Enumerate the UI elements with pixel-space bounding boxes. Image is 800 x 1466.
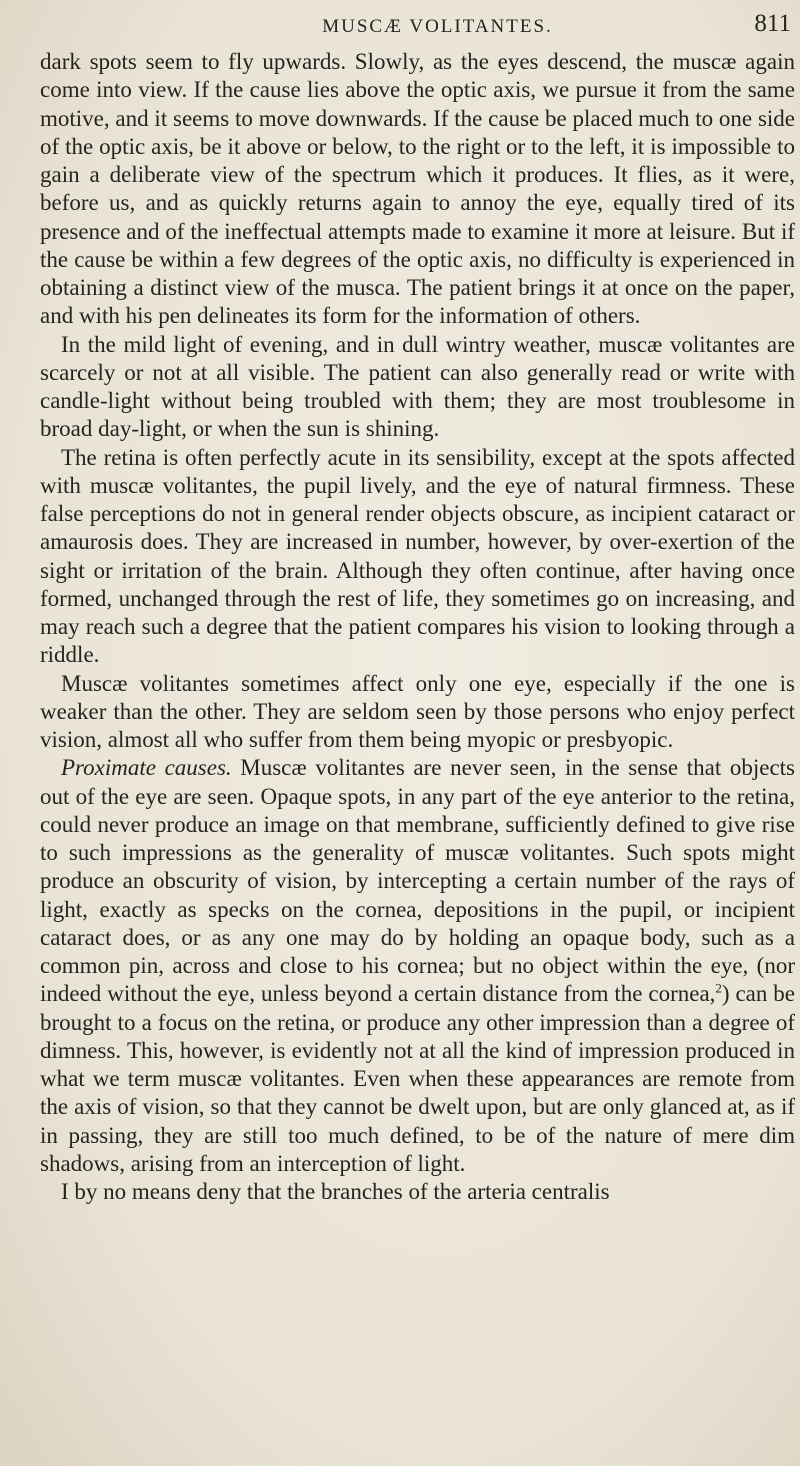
page-header	[40, 10, 795, 44]
paragraph-text: ) can be brought to a focus on the retina, or produce any other impression than a degree of dimness. This, however, is evidently not at all the kind of impression produced in what we term muscæ volitantes. Even when these appearances are remote from the axis of vision, so that they cannot be dwelt upon, but are only glanced at, as if in passing, they are still too much defined, to be of the nature of mere dim shadows, arising from an interception of light.	[40, 981, 795, 1176]
paragraph-proximate-causes	[40, 754, 795, 1178]
section-heading-proximate-causes: Proximate causes.	[61, 755, 232, 781]
page-number: 811	[754, 10, 791, 37]
paragraph: In the mild light of evening, and in dull wintry weather, muscæ volitantes are scarcely or not at all visible. The patient can also generally read or write with candle-light without being troubled with them; they are most troublesome in broad day-light, or when the sun is shining.	[40, 331, 795, 442]
running-title: MUSCÆ VOLITANTES.	[322, 16, 553, 37]
paragraph-continued: dark spots seem to fly upwards. Slowly, as the eyes descend, the muscæ again come into view. If the cause lies above the optic axis, we pursue it from the same motive, and it seems to move downwards. If the cause be placed much to one side of the optic axis, be it above or below, to the right or to the left, it is impossible to gain a deliberate view of the spectrum which it produces. It flies, as it were, before us, and as quickly returns again to annoy the eye, equally tired of its presence and of the ineffectual attempts made to examine it more at leisure. But if the cause be within a few degrees of the optic axis, no difficulty is experienced in obtaining a distinct view of the musca. The patient brings it at once on the paper, and with his pen delineates its form for the information of others.	[40, 49, 795, 329]
paragraph: The retina is often perfectly acute in its sensibility, except at the spots affected with muscæ volitantes, the pupil lively, and the eye of natural firmness. These false perceptions do not in general render objects obscure, as incipient cataract or amaurosis does. They are increased in number, however, by over-exertion of the sight or irritation of the brain. Although they often continue, after having once formed, unchanged through the rest of life, they sometimes go on increasing, and may reach such a degree that the patient compares his vision to looking through a riddle.	[40, 444, 795, 668]
body-text	[40, 48, 795, 1206]
footnote-reference[interactable]: 2	[715, 980, 722, 996]
paragraph: I by no means deny that the branches of the arteria centralis	[61, 1179, 610, 1204]
paragraph-text: Muscæ volitantes are never seen, in the sense that objects out of the eye are seen. Opaque spots, in any part of the eye anterior to the retina, could never produce an image on that membrane, sufficiently defined to give rise to such impressions as the generality of muscæ volitantes. Such spots might produce an obscurity of vision, by intercepting a certain number of the rays of light, exactly as specks on the cornea, depositions in the pupil, or incipient cataract does, or as any one may do by holding an opaque body, such as a common pin, across and close to his cornea; but no object within the eye, (nor indeed without the eye, unless beyond a certain distance from the cornea,	[40, 755, 795, 1007]
paragraph: Muscæ volitantes sometimes affect only one eye, especially if the one is weaker than the other. They are seldom seen by those persons who enjoy perfect vision, almost all who suffer from them being myopic or presbyopic.	[40, 670, 795, 752]
